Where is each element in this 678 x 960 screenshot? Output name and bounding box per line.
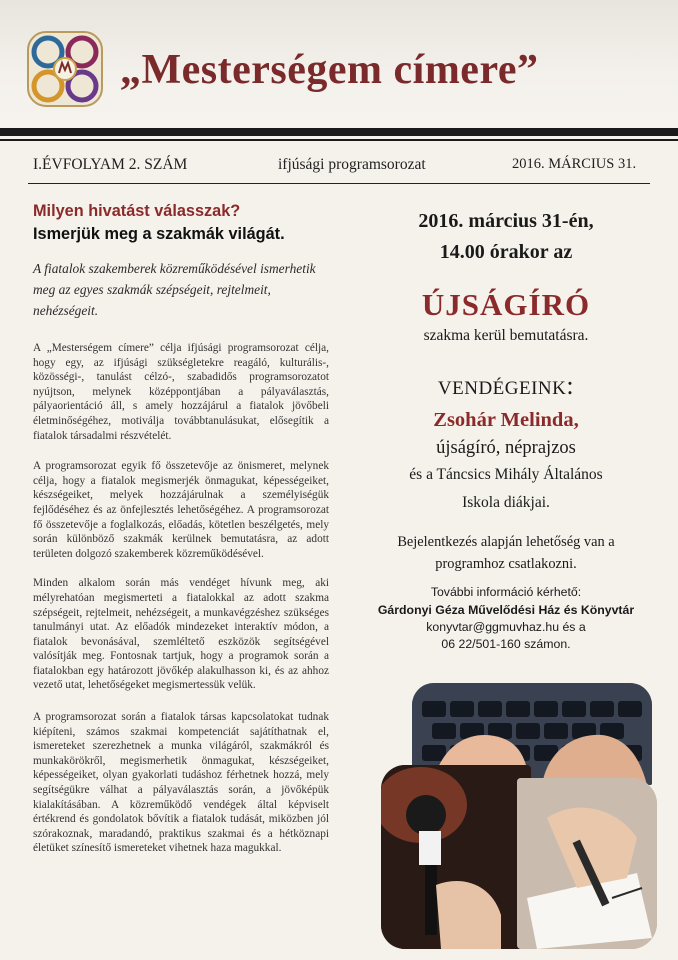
event-time: 14.00 órakor az: [439, 241, 573, 263]
guest-extra-line: Iskola diákjai.: [462, 494, 550, 511]
pen-writing-icon: [517, 778, 657, 949]
body-paragraph: A „Mesterségem címere” célja ifjúsági programsorozat célja, hogy egy, az ifjúsági szükségletekre reagáló, kulturális-, közösségi-, tanulást célzó-, szabadidős programsorozatot nyújtson, melynek középpontjában a pályaválasztás, pályaorientáció áll, s amely hozzájárul a fiatalok jövőbeli életminőségéhez, motiválja továbbtanulásukat, elősegítik a fiatalok társadalmi részvételét.: [33, 342, 329, 442]
microphone-icon: [381, 765, 531, 949]
subheading: Ismerjük meg a szakmák világát.: [33, 225, 285, 243]
issue-date: 2016. MÁRCIUS 31.: [512, 156, 637, 172]
info-phone: 06 22/501-160 számon.: [441, 637, 571, 651]
page-title: „Mesterségem címere”: [120, 47, 539, 93]
lead-paragraph: A fiatalok szakemberek közreműködésével ismerhetik meg az egyes szakmák szépségeit, rejtelmeit, nehézségeit.: [33, 261, 316, 318]
ggmh-logo-icon: [26, 30, 104, 108]
guest-name: Zsohár Melinda,: [433, 409, 579, 431]
issue-series: ifjúsági programsorozat: [278, 156, 426, 173]
registration-line: Bejelentkezés alapján lehetőség van a: [397, 534, 615, 550]
profession-title: ÚJSÁGÍRÓ: [421, 287, 591, 322]
masthead-rule-thick: [0, 128, 678, 136]
body-paragraph: Minden alkalom során más vendéget hívunk meg, aki mélyrehatóan megismerteti a fiatalokkal az adott szakma szépségeit, rejtelmeit, nehézségeit, a munkavégzéshez szükséges tanulmányi utat. Az előadók mindezeket interaktív módon, a fiatalok bevonásával, szemléltető eszközök segítségével valósítják meg. Fontosnak tartjuk, hogy a programok során a fiatalokban egy határozott jövőkép alakulhasson ki, és az ahhoz vezető utat, lehetőségeket megismertessük velük.: [33, 577, 329, 692]
body-paragraph: A programsorozat egyik fő összetevője az önismeret, melynek célja, hogy a fiatalok megismerjék önmagukat, képességeiket, készségeiket, melyek hozzájárulnak a személyiségük fejlődéséhez és az önfejlesztés lehetőségéhez. A programsorozat fő összetevője a foglalkozás, előadás, kötetlen beszélgetés, mely során különböző szakmák kerülnek bemutatásra, az adott területen dolgozó szakemberek közreműködésével.: [33, 460, 329, 560]
registration-note: [360, 531, 652, 575]
issue-divider: [28, 183, 650, 184]
event-date: 2016. március 31-én,: [418, 210, 594, 232]
guests-heading-text: VENDÉGEINK: [437, 378, 567, 399]
info-email: konyvtar@ggmuvhaz.hu és a: [426, 620, 586, 634]
masthead: [0, 0, 678, 128]
registration-line: programhoz csatlakozni.: [435, 556, 577, 572]
guests-heading-colon: :: [566, 371, 575, 400]
right-column: [360, 206, 652, 651]
microphone-photo: [381, 765, 531, 949]
writing-photo: [517, 778, 657, 949]
issue-volume: I.ÉVFOLYAM 2. SZÁM: [33, 156, 188, 173]
profession-subtitle: szakma kerül bemutatásra.: [423, 327, 589, 344]
guest-role: újságíró, néprajzos: [436, 438, 576, 458]
guest-extra-line: és a Táncsics Mihály Általános: [409, 466, 603, 483]
info-organization: Gárdonyi Géza Művelődési Ház és Könyvtár: [377, 603, 635, 617]
issue-bar: [0, 141, 678, 186]
info-heading: További információ kérhető:: [430, 585, 582, 599]
question-heading: Milyen hivatást válasszak?: [33, 202, 241, 220]
guests-heading: [360, 371, 652, 401]
body-paragraph: A programsorozat során a fiatalok társas kapcsolatokat tudnak kiépíteni, számos szakmai kompetenciát sajátíthatnak el, ismereteket szerezhetnek a munka világáról, szakmákról és munkakörökről, megismerhetik önmagukat, készségeiket, képességeiket, olyan gyakorlati tudáshoz férhetnek hozzá, mely segítségükre válhat a pályaválasztás során, a jövőképük kialakításában. A közreműködő vendégek által képviselt értékrend és gondolatok bővítik a fiatalok tudását, miközben jól szórakoznak, maradandó, praktikus szakmai és a hétköznapi életüket színesítő ismereteket vihetnek haza magukkal.: [33, 711, 329, 855]
left-column: [33, 200, 329, 856]
